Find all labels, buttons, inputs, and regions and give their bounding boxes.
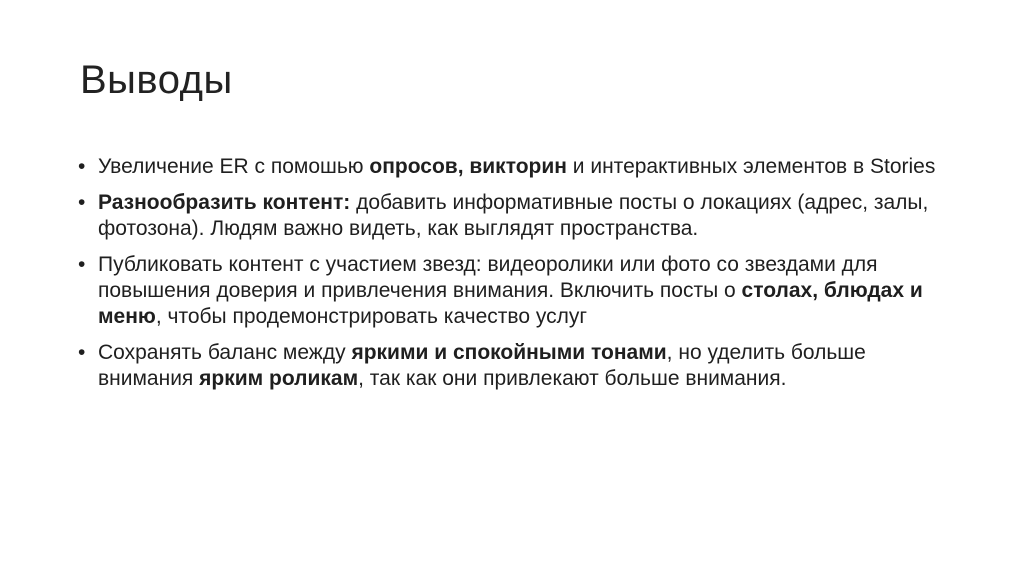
bullet-text: Публиковать контент с участием звезд: видеоролики или фото со звездами для повышения доверия и привлечения внимания. Включить посты о [98,253,878,302]
bullet-bold-text: ярким роликам [199,367,359,390]
bullet-bold-text: Разнообразить контент: [98,191,351,214]
bullet-list [78,154,958,402]
bullet-text: Увеличение ER с помошью [98,155,370,178]
bullet-item-engagement [78,154,958,180]
bullet-bold-text: яркими и спокойными тонами [351,341,667,364]
bullet-icon: • [78,191,86,214]
slide-title: Выводы [80,58,233,102]
bullet-icon: • [78,253,86,276]
bullet-bold-text: опросов, викторин [369,155,567,178]
bullet-item-color-balance [78,340,958,392]
bullet-text: , так как они привлекают больше внимания. [358,367,787,390]
bullet-text: Сохранять баланс между [98,341,352,364]
bullet-icon: • [78,155,86,178]
bullet-icon: • [78,341,86,364]
bullet-item-celebrity-content [78,252,958,330]
bullet-text: , но уделить больше внимания [98,341,866,390]
bullet-text: , чтобы продемонстрировать качество услуг [155,305,588,328]
bullet-item-content-variety [78,190,958,242]
bullet-bold-text: столах, блюдах и меню [98,279,923,328]
bullet-text: добавить информативные посты о локациях (адрес, залы, фотозона). Людям важно видеть, как выглядят пространства. [98,191,929,240]
bullet-text: и интерактивных элементов в Stories [566,155,936,178]
